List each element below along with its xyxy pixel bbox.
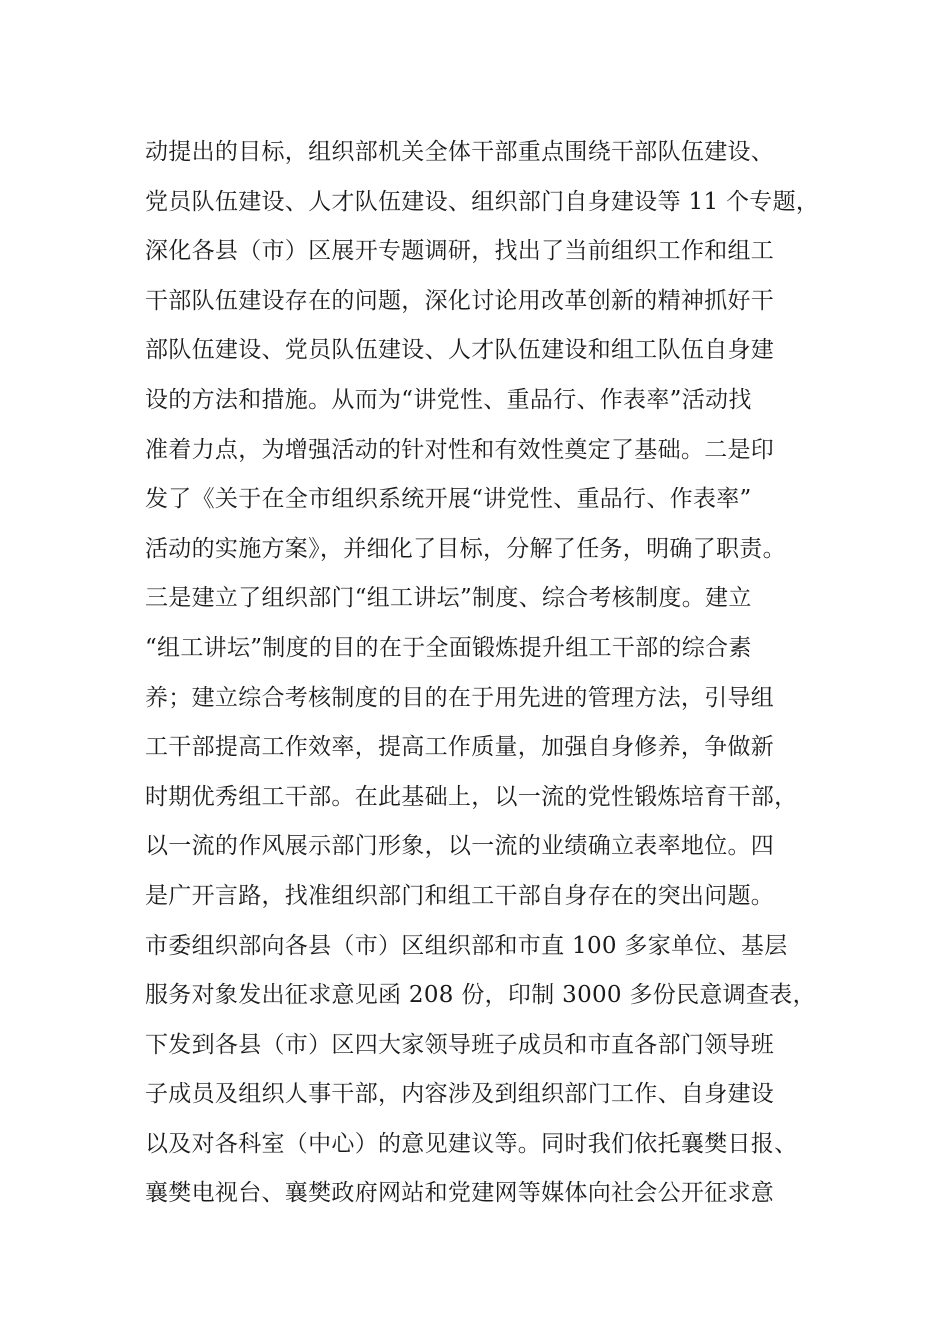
text-line: 服务对象发出征求意见函 208 份，印制 3000 多份民意调查表， bbox=[145, 982, 816, 1009]
text-line: 养；建立综合考核制度的目的在于用先进的管理方法，引导组 bbox=[145, 684, 775, 711]
text-line: 设的方法和措施。从而为“讲党性、重品行、作表率”活动找 bbox=[145, 386, 752, 413]
text-line: 部队伍建设、党员队伍建设、人才队伍建设和组工队伍自身建 bbox=[145, 337, 775, 364]
text-line: 以及对各科室（中心）的意见建议等。同时我们依托襄樊日报、 bbox=[145, 1130, 798, 1157]
text-line: 以一流的作风展示部门形象，以一流的业绩确立表率地位。四 bbox=[145, 833, 775, 860]
text-line: 深化各县（市）区展开专题调研，找出了当前组织工作和组工 bbox=[145, 238, 775, 265]
text-line: 干部队伍建设存在的问题，深化讨论用改革创新的精神抓好干 bbox=[145, 287, 775, 314]
text-line: 准着力点，为增强活动的针对性和有效性奠定了基础。二是印 bbox=[145, 436, 775, 463]
text-line: 活动的实施方案》，并细化了目标，分解了任务，明确了职责。 bbox=[145, 535, 786, 562]
body-text bbox=[145, 128, 835, 1219]
text-line: 工干部提高工作效率，提高工作质量，加强自身修养，争做新 bbox=[145, 734, 775, 761]
text-line: “组工讲坛”制度的目的在于全面锻炼提升组工干部的综合素 bbox=[145, 634, 752, 661]
text-line: 发了《关于在全市组织系统开展“讲党性、重品行、作表率” bbox=[145, 486, 752, 513]
text-line: 党员队伍建设、人才队伍建设、组织部门自身建设等 11 个专题， bbox=[145, 188, 820, 215]
text-line: 下发到各县（市）区四大家领导班子成员和市直各部门领导班 bbox=[145, 1031, 775, 1058]
text-line: 子成员及组织人事干部，内容涉及到组织部门工作、自身建设 bbox=[145, 1081, 775, 1108]
text-line: 动提出的目标，组织部机关全体干部重点围绕干部队伍建设、 bbox=[145, 139, 775, 165]
text-line: 三是建立了组织部门“组工讲坛”制度、综合考核制度。建立 bbox=[145, 585, 752, 612]
text-line: 时期优秀组工干部。在此基础上，以一流的党性锻炼培育干部， bbox=[145, 783, 798, 810]
text-line: 襄樊电视台、襄樊政府网站和党建网等媒体向社会公开征求意 bbox=[145, 1180, 775, 1207]
text-line: 市委组织部向各县（市）区组织部和市直 100 多家单位、基层 bbox=[145, 932, 788, 959]
text-line: 是广开言路，找准组织部门和组工干部自身存在的突出问题。 bbox=[145, 882, 775, 909]
